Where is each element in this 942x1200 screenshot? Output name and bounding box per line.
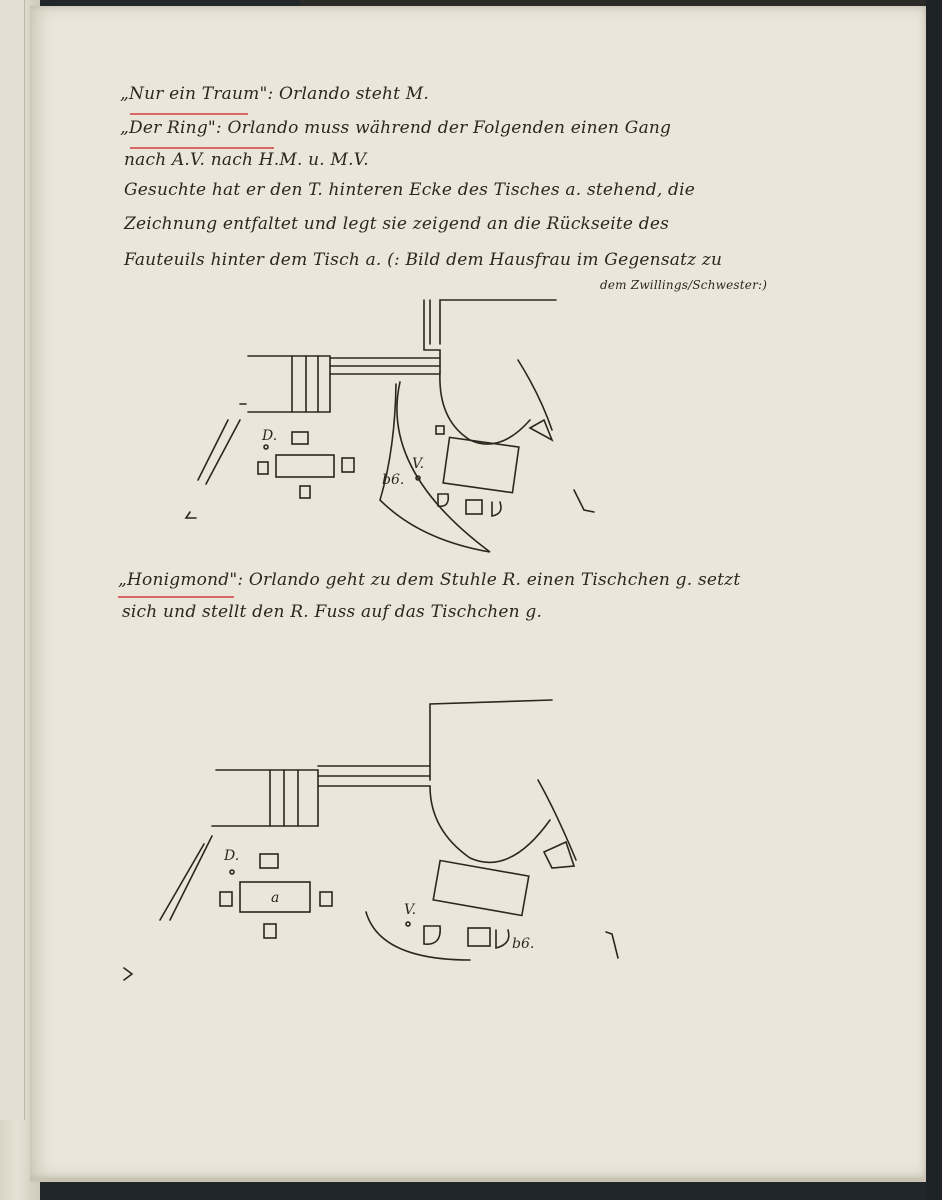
note-line-7: dem Zwillings/Schwester:) [600,278,768,292]
note-line-6: Fauteuils hinter dem Tisch a. (: Bild dem Hausfrau im Gegensatz zu [124,250,723,270]
left-diagonal-wall [198,404,246,484]
scene-title-honigmond: „Honigmond" [118,570,238,590]
label-v: V. [404,902,417,918]
chair [468,928,490,946]
arch-line [518,360,552,430]
stage-plan-2 [124,700,618,980]
chair [424,926,440,944]
actor-dot [230,870,234,874]
note-text: : Orlando muss während der Folgenden einen Gang [215,118,672,138]
small-box [436,426,444,434]
ramp-lines [318,766,430,786]
label-b: b6. [512,936,535,952]
label-b: b6. [382,472,405,488]
table-a [276,455,334,477]
platform-outline [212,770,318,826]
chair [438,494,448,506]
left-diagonal-wall [160,836,212,920]
chair [342,458,354,472]
label-d: D. [224,848,240,864]
actor-dot [264,445,268,449]
upper-wall [430,700,552,780]
label-v: V. [412,456,425,472]
curved-path [380,382,490,552]
chair [492,502,501,516]
note-line-3: nach A.V. nach H.M. u. M.V. [124,150,369,170]
corner-mark [186,512,196,518]
stage-plan-1 [186,300,594,552]
actor-dot [406,922,410,926]
chair [300,486,310,498]
corner-mark [124,968,132,980]
note-text: : Orlando geht zu dem Stuhle R. einen Tischchen g. setzt [237,570,741,590]
chair [320,892,332,906]
note-line-4: Gesuchte hat er den T. hinteren Ecke des Tisches a. stehend, die [124,180,696,200]
scene-title-der-ring: „Der Ring" [120,118,216,138]
scene-title-nur-ein-traum: „Nur ein Traum" [120,84,268,104]
side-mark [574,490,594,512]
label-d: D. [262,428,278,444]
chair [258,462,268,474]
stair-lines [270,770,298,826]
side-mark [606,932,618,958]
note-line-5: Zeichnung entfaltet und legt sie zeigend an die Rückseite des [124,214,670,234]
arch-curve [440,372,530,444]
upper-wall [424,300,556,372]
note-line-9: sich und stellt den R. Fuss auf das Tischchen g. [122,602,543,622]
chair [496,930,509,948]
chair [466,500,482,514]
note-text: : Orlando steht M. [267,84,429,104]
chair [264,924,276,938]
stair-lines [292,356,318,412]
arch-line [538,780,576,860]
chair [260,854,278,868]
sofa [443,437,519,492]
chair [292,432,308,444]
ramp-lines [330,358,440,374]
arch-curve [430,786,550,862]
chair [220,892,232,906]
sofa [433,860,529,915]
label-table-a: a [271,890,280,906]
curved-path [366,912,470,960]
